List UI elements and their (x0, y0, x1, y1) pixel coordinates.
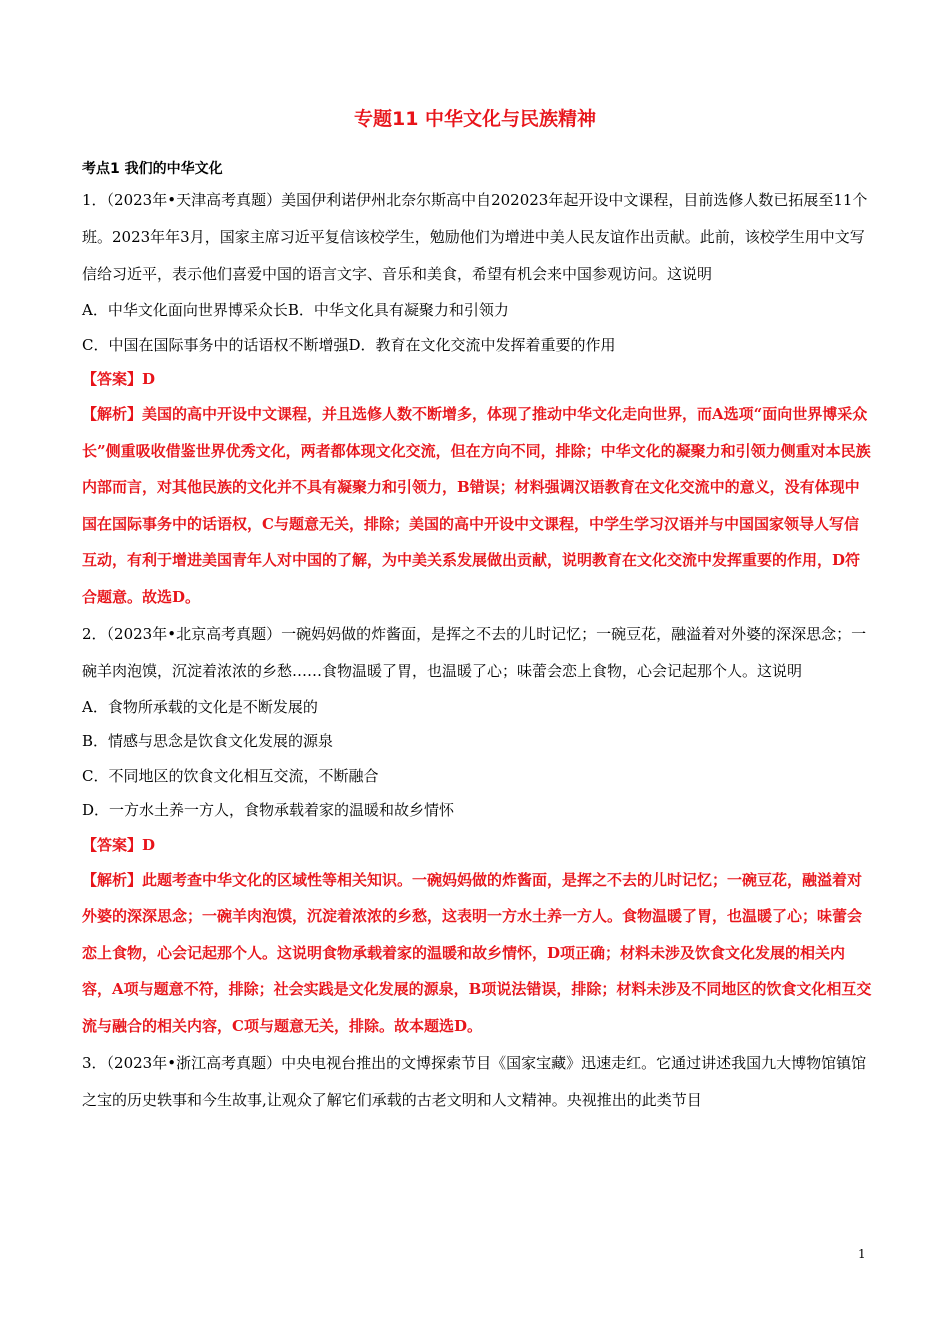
question-2-analysis: 【解析】此题考查中华文化的区域性等相关知识。一碗妈妈做的炸酱面，是挥之不去的儿时记忆；一碗豆花，融溢着对外婆的深深思念；一碗羊肉泡馍，沉淀着浓浓的乡愁，这表明一方水土养一方人。食物温暖了胃，也温暖了心；味蕾会恋上食物，心会记起那个人。这说明食物承载着家的温暖和故乡情怀，D项正确；材料未涉及饮食文化发展的相关内容，A项与题意不符，排除；社会实践是文化发展的源泉，B项说法错误，排除；材料未涉及不同地区的饮食文化相互交流与融合的相关内容，C项与题意无关，排除。故本题选D。 (82, 870, 872, 1035)
question-1-analysis: 【解析】美国的高中开设中文课程，并且选修人数不断增多，体现了推动中华文化走向世界，而A选项“面向世界博采众长”侧重吸收借鉴世界优秀文化，两者都体现文化交流，但在方向不同，排除；中华文化的凝聚力和引领力侧重对本民族内部而言，对其他民族的文化并不具有凝聚力和引领力，B错误；材料强调汉语教育在文化交流中的意义，没有体现中国在国际事务中的话语权，C与题意无关，排除；美国的高中开设中文课程，中学生学习汉语并与中国国家领导人写信互动，有利于增进美国青年人对中国的了解，为中美关系发展做出贡献，说明教育在文化交流中发挥重要的作用，D符合题意。故选D。 (82, 405, 871, 606)
question-1-option-line-1: A．中华文化面向世界博采众长B．中华文化具有凝聚力和引领力 (82, 301, 509, 319)
question-2-option-c: C．不同地区的饮食文化相互交流，不断融合 (82, 766, 379, 785)
question-2-option-b: B．情感与思念是饮食文化发展的源泉 (82, 732, 334, 751)
question-2-option-d: D．一方水土养一方人，食物承载着家的温暖和故乡情怀 (82, 801, 455, 820)
question-2-option-a: A．食物所承载的文化是不断发展的 (82, 697, 318, 716)
question-2-stem: 2．（2023年•北京高考真题）一碗妈妈做的炸酱面，是挥之不去的儿时记忆；一碗豆花，融溢着对外婆的深深思念；一碗羊肉泡馍，沉淀着浓浓的乡愁……食物温暖了胃，也温暖了心；味蕾会恋上食物，心会记起那个人。这说明 (82, 624, 867, 680)
question-2-answer: 【答案】D (82, 835, 156, 854)
document-body (82, 156, 872, 1119)
question-1-option-line-2: C．中国在国际事务中的话语权不断增强D．教育在文化交流中发挥着重要的作用 (82, 335, 616, 354)
page-number: 1 (858, 1247, 866, 1261)
page-title: 专题11 中华文化与民族精神 (353, 108, 597, 130)
question-1-stem: 1．（2023年•天津高考真题）美国伊利诺伊州北奈尔斯高中自202023年起开设中文课程，目前选修人数已拓展至11个班。2023年年3月，国家主席习近平复信该校学生，勉励他们为增进中美人民友谊作出贡献。此前，该校学生用中文写信给习近平，表示他们喜爱中国的语言文字、音乐和美食，希望有机会来中国参观访问。这说明 (82, 191, 868, 283)
section-heading: 考点1 我们的中华文化 (82, 161, 223, 177)
question-3-stem: 3．（2023年•浙江高考真题）中央电视台推出的文博探索节目《国家宝藏》迅速走红。它通过讲述我国九大博物馆镇馆之宝的历史轶事和今生故事,让观众了解它们承载的古老文明和人文精神。央视推出的此类节目 (82, 1053, 867, 1109)
question-1-answer: 【答案】D (82, 370, 156, 388)
